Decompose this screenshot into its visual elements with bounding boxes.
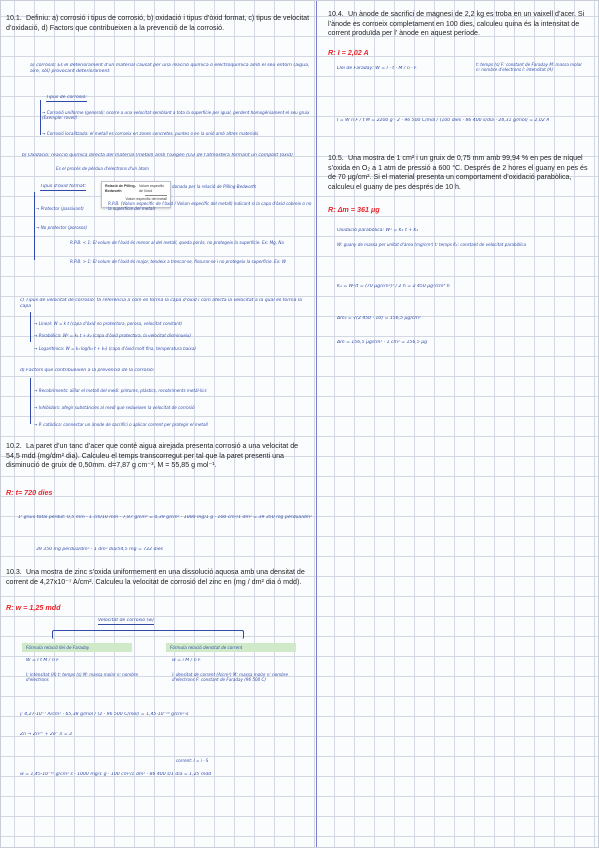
- q5-calc-1: K₁ = W²/t = (70 μg/cm²)² / 2 h = 2 450 μg²/cm⁴ h: [337, 284, 450, 289]
- q3-right-legend: i: densitat de corrent (A/cm²) M: massa molar n: nombre d'electrons F: constant de Faraday (96 500 C): [172, 672, 289, 683]
- q4-calc: I = W n F / t M = 2200 g · 2 · 96 500 C/mol / (100 dies · 86 400 s/dia · 24,31 g/mol) = 2,02 A: [337, 118, 550, 123]
- note-d-type3: → P. catòdica: connectar un ànode de sacrifici o aplicar corrent per protegir el metall: [34, 422, 208, 427]
- note-d-type1: → Recobriments: aïllar el metall del medi: pintures, plàstics, recobriments metàl·lics: [34, 388, 207, 393]
- q3-note: corrent: I = i · S: [176, 758, 209, 763]
- q5-calc-3: Δm = 156,5 μg/cm² · 1 cm² = 156,5 μg: [337, 340, 428, 345]
- brace: [30, 378, 31, 424]
- q3-left-formula: W = I t M / n F: [26, 658, 59, 663]
- note-c-type1: → Lineal: W = k t (capa d'òxid no protectora, porosa, velocitat constant): [34, 321, 183, 326]
- note-a-type2: → Corrosió localitzada: el metall es corroeix en zones concretes, puntes o en la unió amb altres materials: [42, 131, 259, 136]
- question-number: 10.5.: [328, 154, 344, 162]
- q4-law: Llei de Faraday: W = I · t · M / n · F: [337, 66, 417, 71]
- brace: [34, 192, 35, 260]
- q3-calc-3: w = 1,45·10⁻¹⁰ g/cm² s · 1000 mg/1 g · 100 cm²/1 dm² · 86 400 s/1 dia = 1,25 mdd: [20, 772, 212, 777]
- note-b-types: Tipus d'òxid format:: [40, 184, 87, 189]
- note-a-types: Tipus de corrosió:: [46, 95, 87, 100]
- q4-legend: t: temps (s) F: constant de Faraday M: massa molar n: nombre d'electrons I: intensitat (A): [476, 62, 582, 73]
- question-10-4: [328, 10, 590, 39]
- column-divider: [316, 0, 317, 848]
- q3-calc-1: j: 4,27·10⁻⁷ A/cm² · 65,38 g/mol / (2 · 96 500 C/mol) = 1,45·10⁻¹⁰ g/cm²·s: [20, 712, 189, 717]
- question-text: Un ànode de sacrifici de magnesi de 2,2 kg es troba en un vaixell d’acer. Si l’ànode es corroeix completament en 100 dies, calculeu quina és la intensitat de corrent produïda per l’ ànode en aquest període.: [328, 10, 585, 38]
- note-b-sub: Es el procés de pèrdua d'electrons d'un àtom: [56, 166, 149, 171]
- note-a-type1: → Corrosió uniforme (general): ocorre a una velocitat semblant a tota la superfície per igual, perdent homogèniament el seu gruix (Exemple: rovell): [42, 110, 310, 121]
- answer-10-2: R: t= 720 dies: [6, 488, 53, 497]
- question-number: 10.3.: [6, 568, 22, 576]
- q3-bracket: [52, 630, 244, 639]
- answer-10-4: R: I = 2,02 A: [328, 48, 369, 57]
- pilling-bedworth-tooltip: Relació de Pilling-Bedworth Volum específic de l'òxid Volum específic del metall: [101, 181, 171, 208]
- q3-title: Velocitat de corrosió (w): [98, 618, 154, 623]
- note-b-pb: donada per la relació de Pilling-Bedworth: [172, 184, 257, 189]
- question-text: Una mostra de zinc s’oxida uniformement en una dissolució aquosa amb una densitat de corrent de 4,27x10⁻⁷ A/cm². Calculeu la velocitat de corrosió del zinc en (mg / dm² dia ó mdd).: [6, 568, 305, 586]
- note-c-title: c) Tipus de velocitat de corrosió: fa referència a com es forma la capa d'òxid i com afecta la velocitat a la qual es forma la capa: [20, 298, 302, 309]
- question-text: Una mostra de 1 cm² i un gruix de 0,75 mm amb 99,94 % en pes de níquel s’oxida en O₂ a 1 atm de pressió a 600 °C. Després de 2 hores el guany en pes és de 70 μg/cm². Si el material presenta un comportament d’oxidació parabòlica, calculeu el guany de pes després de 10 h.: [328, 154, 588, 191]
- note-d-type2: → Inhibidors: afegir substàncies al medi que redueixen la velocitat de corrosió: [34, 405, 195, 410]
- question-10-3: [6, 568, 311, 587]
- note-c-type2: → Parabòlica: W² = k₁ t + k₂ (capa d'òxid protectora, la velocitat disminueix): [34, 333, 192, 338]
- answer-10-3: R: w = 1,25 mdd: [6, 603, 61, 612]
- note-d-title: d) Factors que contribueixen a la prevenció de la corrosió:: [20, 368, 155, 373]
- note-b-type2: → No protector (porosos): [36, 225, 88, 230]
- question-text: La paret d’un tanc d’acer que conté aigua airejada presenta corrosió a una velocitat de 54,5 mdd (mg/dm² dia). Calculeu el temps transcorregut per tal que la paret presenti una disminució de gruix de 0,50mm. d=7,87 g cm⁻³, M = 55,85 g mol⁻¹.: [6, 442, 299, 470]
- question-number: 10.1.: [6, 14, 22, 22]
- note-c-type3: → Logarítmica: W = k₁ log(k₂ t + k₃) (capa d'òxid molt fina, temperatura baixa): [34, 346, 196, 351]
- question-number: 10.4.: [328, 10, 344, 18]
- q5-law: Oxidació parabòlica: W² = K₁ t + K₂: [337, 228, 419, 233]
- note-b-type2b: R.P.B. > 1: El volum de l'òxid és major, tendeix a trencar-se, fissurar-se i no protegeix la superfície. Ex: W: [70, 259, 286, 264]
- brace: [30, 312, 31, 342]
- q3-right-formula: w = i M / n F: [172, 658, 201, 663]
- q2-calc-1: 1ʳ gruix total perdut: 0,5 mm · 1 cm/10 mm · 7,87 g/cm³ = 0,39 g/cm² · 1000 mg/1 g · 100 cm²/1 dm² = 39 350 mg pèrdua/dm²: [18, 515, 312, 520]
- answer-10-5: R: Δm = 361 μg: [328, 205, 380, 214]
- note-b-title: b) Oxidació: reacció química directa del material (metall) amb l'oxigen (O₂) de l'atmosfera formant un compost (òxid): [22, 153, 293, 158]
- q3-left-legend: I: intensitat (A) t: temps (s) M: massa molar n: nombre d'electrons: [26, 672, 139, 683]
- question-text: Definiu: a) corrosió i tipus de corrosió, b) oxidació i tipus d’òxid format, c) tipus de velocitat d’oxidació, d) Factors que contribueixen a la prevenció de la corrosió.: [6, 14, 310, 32]
- note-a-title: a) corrosió: És el deteriorament d'un material causat per una reacció química o electroquímica amb el seu entorn (aigua, aire, sòl) provocant deteriorament.: [30, 63, 310, 74]
- q3-calc-2: Zn → Zn²⁺ + 2e⁻ n = 2: [20, 732, 73, 737]
- q5-calc-2: Δm₂ = √(2 450 · 10) = 156,5 μg/cm²: [337, 316, 421, 321]
- brace: [40, 100, 41, 135]
- question-number: 10.2.: [6, 442, 22, 450]
- note-b-type2a: R.P.B. < 1: El volum de l'òxid és menor al del metall, queda porós, no protegeix la superfície. Ex: Mg, Na: [70, 240, 284, 245]
- note-b-type1-desc: R.P.B. (Volum específic de l'òxid / Volum específic del metall) indicant si la capa d'òxid cobreix o no la superfície del metall: [108, 201, 312, 212]
- note-b-type1: → Protector (passivant): [36, 206, 84, 211]
- question-10-5: [328, 154, 590, 192]
- q5-legend: W: guany de massa per unitat d'àrea (mg/cm²) t: temps K₁: constant de velocitat parabòlica: [337, 242, 527, 247]
- q3-right-heading: Fórmula relació densitat de corrent: [170, 645, 243, 650]
- q2-calc-2: 39 350 mg pèrdua/dm² · 1 dm² dia/54,5 mg = 722 dies: [36, 547, 163, 552]
- question-10-2: [6, 442, 311, 471]
- question-10-1: [6, 14, 311, 33]
- q3-left-heading: Fórmula relació llei de Faraday: [26, 645, 90, 650]
